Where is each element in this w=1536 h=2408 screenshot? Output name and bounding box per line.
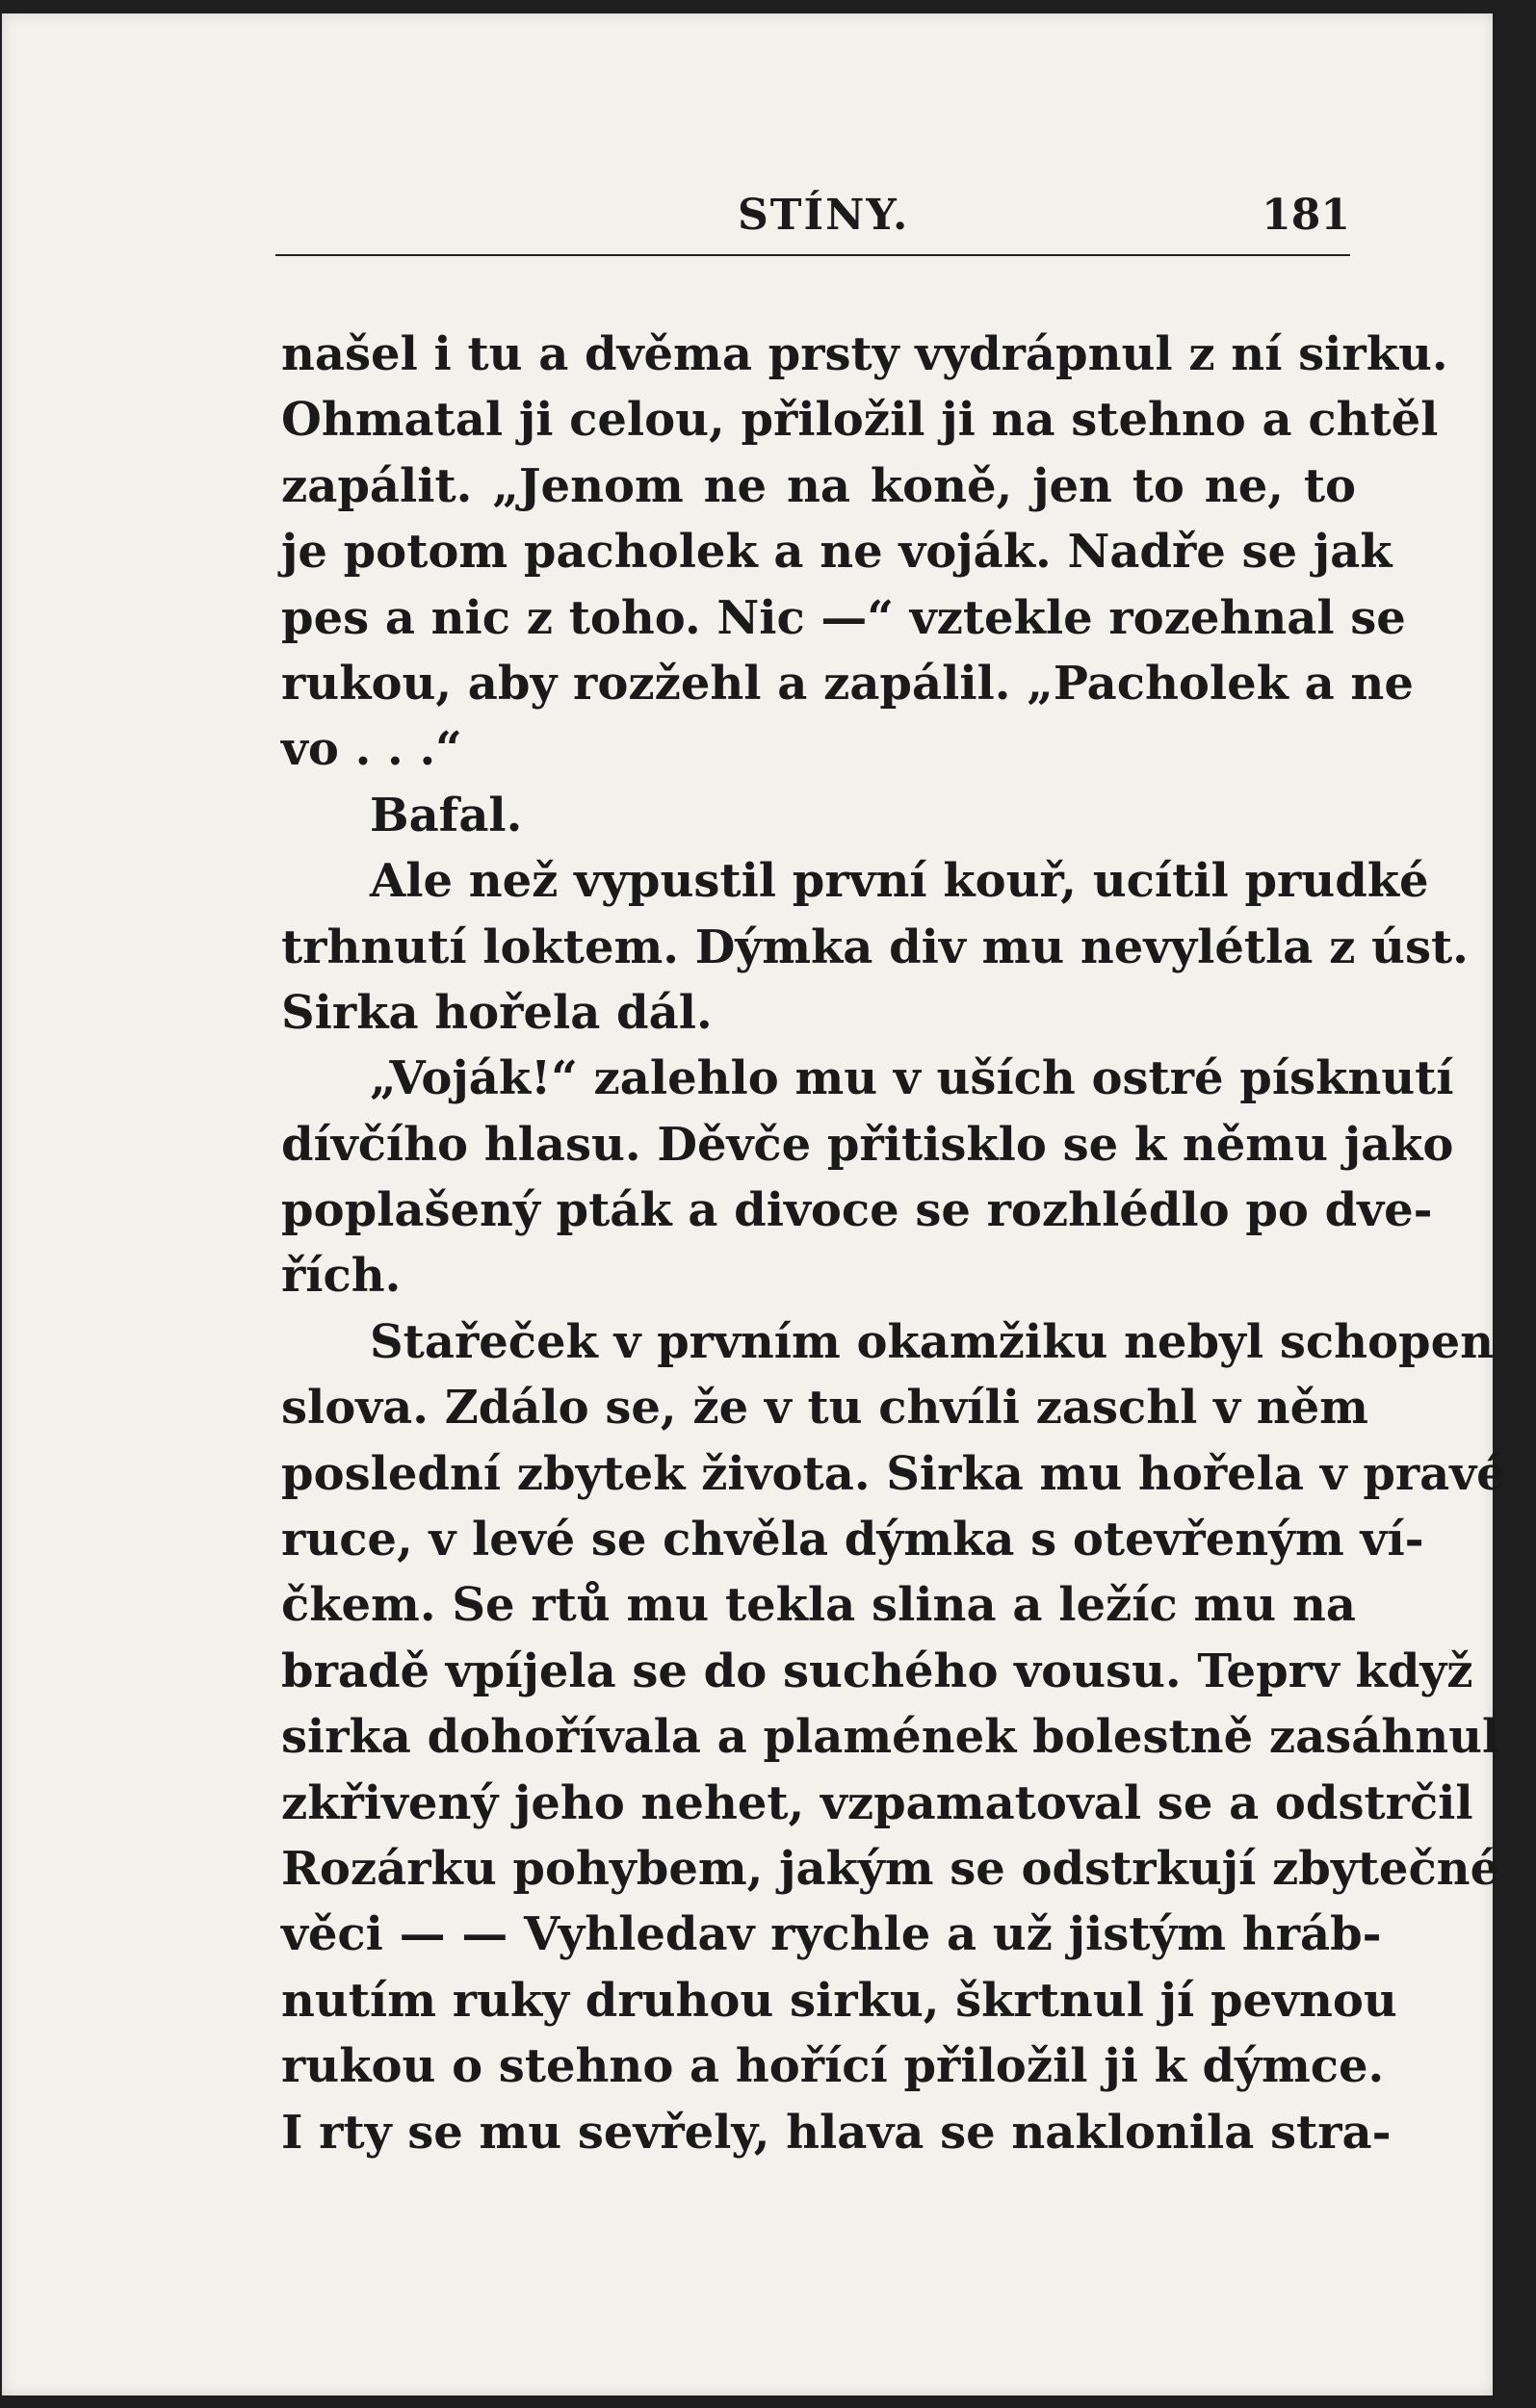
text-line: nutím ruky druhou sirku, škrtnul jí pevnou bbox=[281, 1973, 1397, 2028]
text-line: řích. bbox=[281, 1249, 402, 1304]
page-number: 181 bbox=[1262, 191, 1350, 240]
text-line: našel i tu a dvěma prsty vydrápnul z ní sirku. bbox=[281, 327, 1448, 381]
text-line: pes a nic z toho. Nic —“ vztekle rozehnal se bbox=[281, 590, 1406, 645]
text-line: Stařeček v prvním okamžiku nebyl schopen bbox=[370, 1314, 1494, 1369]
text-line: poplašený pták a divoce se rozhlédlo po dve- bbox=[281, 1183, 1433, 1238]
body-text bbox=[281, 322, 1506, 2165]
text-line: „Voják!“ zalehlo mu v uších ostré písknutí bbox=[370, 1051, 1454, 1106]
text-line: je potom pacholek a ne voják. Nadře se jak bbox=[281, 525, 1393, 580]
text-line: Bafal. bbox=[370, 788, 523, 842]
text-line: čkem. Se rtů mu tekla slina a ležíc mu na bbox=[281, 1578, 1356, 1633]
text-line: dívčího hlasu. Děvče přitisklo se k němu jako bbox=[281, 1117, 1454, 1172]
text-line: zkřivený jeho nehet, vzpamatoval se a odstrčil bbox=[281, 1775, 1473, 1830]
text-line: rukou, aby rozžehl a zapálil. „Pacholek a ne bbox=[281, 656, 1414, 711]
text-line: zapálit. „Jenom ne na koně, jen to ne, to bbox=[281, 458, 1356, 513]
text-line: I rty se mu sevřely, hlava se naklonila stra- bbox=[281, 2105, 1392, 2160]
text-line: slova. Zdálo se, že v tu chvíli zaschl v něm bbox=[281, 1381, 1368, 1436]
text-line: věci — — Vyhledav rychle a už jistým hráb- bbox=[281, 1907, 1382, 1962]
running-head: STÍNY. bbox=[738, 191, 910, 240]
text-line: bradě vpíjela se do suchého vousu. Teprv když bbox=[281, 1644, 1473, 1698]
text-line: Ohmatal ji celou, přiložil ji na stehno a chtěl bbox=[281, 393, 1439, 448]
text-line: ruce, v levé se chvěla dýmka s otevřeným ví- bbox=[281, 1513, 1424, 1567]
text-line: Ale než vypustil první kouř, ucítil prudké bbox=[370, 854, 1429, 909]
text-line: Rozárku pohybem, jakým se odstrkují zbytečné bbox=[281, 1841, 1500, 1896]
text-line: vo . . .“ bbox=[281, 722, 462, 777]
text-line: sirka dohořívala a plamének bolestně zasáhnul bbox=[281, 1710, 1500, 1765]
text-line: trhnutí loktem. Dýmka div mu nevylétla z úst. bbox=[281, 919, 1469, 974]
text-line: Sirka hořela dál. bbox=[281, 985, 713, 1040]
text-line: poslední zbytek života. Sirka mu hořela v pravé bbox=[281, 1446, 1506, 1501]
text-line: rukou o stehno a hořící přiložil ji k dýmce. bbox=[281, 2039, 1385, 2094]
book-page bbox=[2, 13, 1506, 2395]
page-header bbox=[275, 187, 1350, 256]
